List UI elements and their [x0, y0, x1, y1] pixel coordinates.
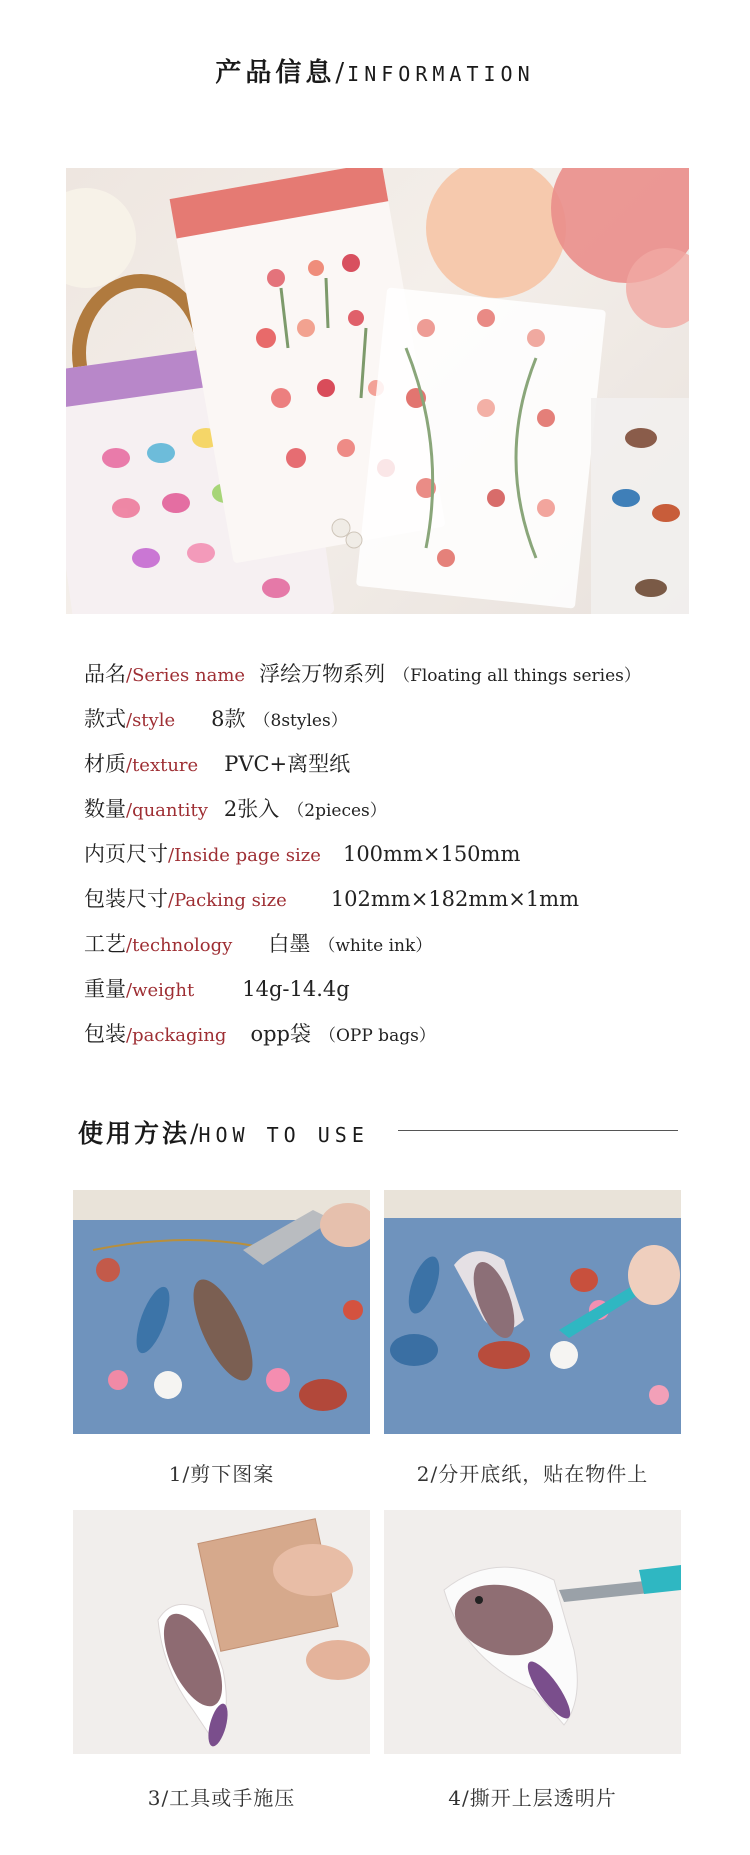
info-title-en: INFORMATION — [347, 62, 535, 86]
spec-key-cn: 包装尺寸 — [84, 887, 168, 911]
spec-value: 100mm×150mm — [342, 842, 521, 866]
spec-key-en: /technology — [126, 935, 233, 956]
spec-row-inside-page-size — [84, 838, 520, 868]
spec-value: 白墨 — [268, 932, 311, 956]
step-1-caption: 1/剪下图案 — [168, 1462, 275, 1486]
spec-value: PVC+离型纸 — [224, 752, 351, 776]
step-4-image — [384, 1510, 681, 1754]
spec-key-cn: 品名 — [84, 662, 126, 686]
spec-value-extra: （2pieces） — [287, 801, 387, 821]
spec-value: 8款 — [211, 707, 246, 731]
spec-value-extra: （Floating all things series） — [393, 666, 641, 686]
spec-row-style — [84, 703, 348, 733]
spec-key-cn: 内页尺寸 — [84, 842, 168, 866]
info-title — [0, 52, 750, 89]
spec-value-extra: （OPP bags） — [318, 1026, 436, 1046]
spec-key-en: /packaging — [126, 1025, 227, 1046]
howto-title-en: HOW TO USE — [198, 1123, 369, 1147]
spec-value-extra: （white ink） — [318, 936, 433, 956]
step-2-image — [384, 1190, 681, 1434]
spec-row-series-name — [84, 658, 641, 688]
spec-key-en: /weight — [126, 980, 195, 1001]
spec-row-technology — [84, 928, 432, 958]
step-1-image — [73, 1190, 370, 1434]
spec-value: 2张入 — [223, 797, 280, 821]
step-4-illustration — [384, 1510, 681, 1754]
spec-key-en: /Packing size — [168, 890, 287, 911]
spec-key-en: /texture — [126, 755, 199, 776]
step-3-caption: 3/工具或手施压 — [147, 1786, 296, 1810]
step-1-illustration — [73, 1190, 370, 1434]
howto-divider — [398, 1130, 678, 1131]
step-3-image — [73, 1510, 370, 1754]
howto-title — [78, 1114, 369, 1150]
spec-key-cn: 工艺 — [84, 932, 126, 956]
info-title-cn: 产品信息 — [215, 58, 336, 88]
spec-value: 浮绘万物系列 — [259, 662, 386, 686]
howto-title-sep: / — [190, 1119, 199, 1148]
info-title-sep: / — [335, 58, 348, 88]
spec-key-cn: 款式 — [84, 707, 126, 731]
spec-value: 102mm×182mm×1mm — [330, 887, 580, 911]
spec-row-quantity — [84, 793, 387, 823]
spec-key-cn: 材质 — [84, 752, 126, 776]
spec-value: opp袋 — [250, 1022, 311, 1046]
step-3-illustration — [73, 1510, 370, 1754]
spec-row-texture — [84, 748, 350, 778]
product-hero-illustration — [66, 168, 689, 614]
spec-key-cn: 包装 — [84, 1022, 126, 1046]
step-2-caption: 2/分开底纸，贴在物件上 — [416, 1462, 649, 1486]
spec-key-en: /Inside page size — [168, 845, 321, 866]
spec-row-packing-size — [84, 883, 579, 913]
spec-key-cn: 重量 — [84, 977, 126, 1001]
spec-key-en: /Series name — [126, 665, 246, 686]
spec-value-extra: （8styles） — [253, 711, 348, 731]
howto-title-cn: 使用方法 — [78, 1119, 191, 1148]
spec-row-packaging — [84, 1018, 436, 1048]
spec-value: 14g-14.4g — [242, 977, 350, 1001]
spec-key-en: /quantity — [126, 800, 208, 821]
spec-key-cn: 数量 — [84, 797, 126, 821]
spec-key-en: /style — [126, 710, 176, 731]
step-2-illustration — [384, 1190, 681, 1434]
step-4-caption: 4/撕开上层透明片 — [448, 1786, 617, 1810]
spec-row-weight — [84, 973, 350, 1003]
product-hero-image — [66, 168, 689, 614]
